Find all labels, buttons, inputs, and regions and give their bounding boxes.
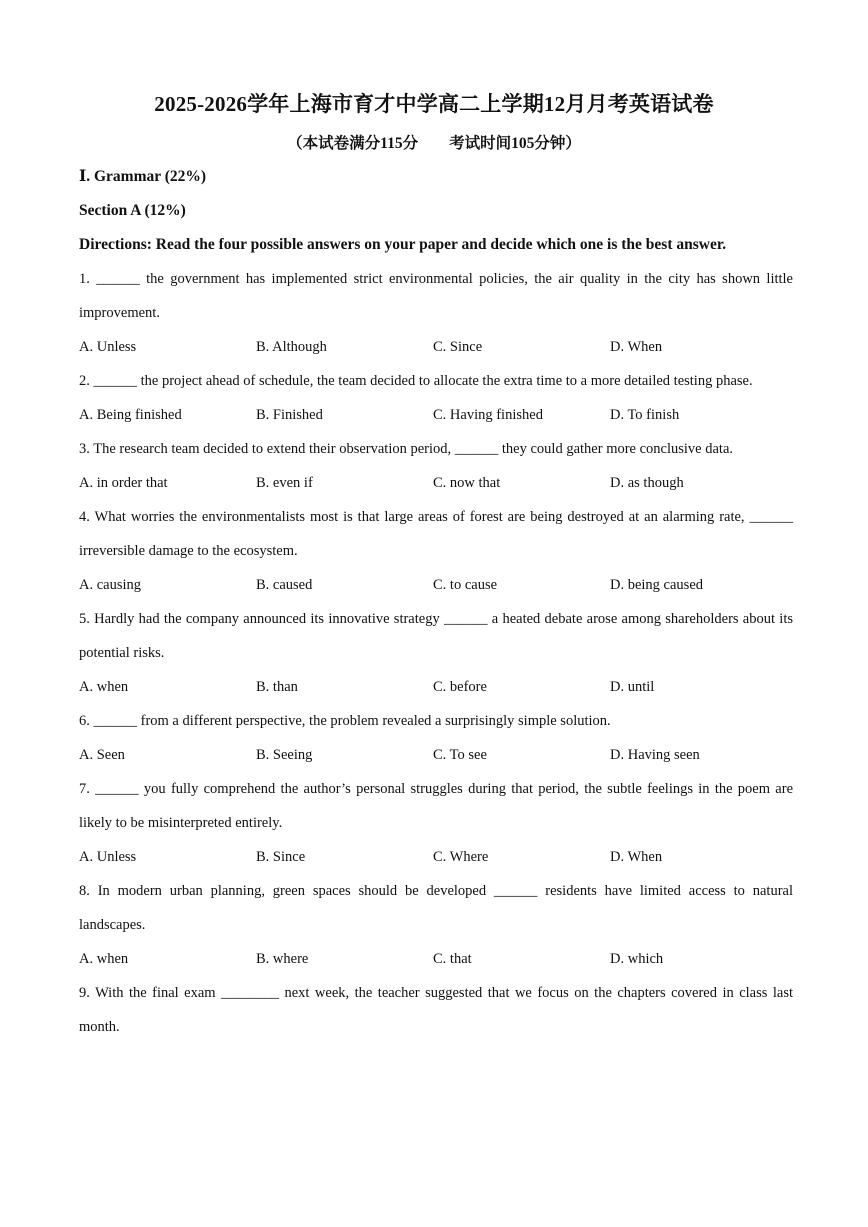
answer-option: B. caused [256,577,313,593]
answer-option: D. To finish [610,407,680,423]
answer-option: A. Unless [79,339,137,355]
question-item [79,262,793,364]
question-item [79,976,793,1044]
answer-option: B. even if [256,475,313,491]
exam-subtitle: （本试卷满分115分 考试时间105分钟） [287,135,581,152]
answer-options [79,398,793,432]
answer-option: A. Unless [79,849,137,865]
answer-option: B. where [256,951,309,967]
answer-option: B. Seeing [256,747,313,763]
question-stem: 8. In modern urban planning, green spaces should be developed ______ residents have limited access to natural landscapes. [79,883,793,933]
answer-option: A. when [79,679,129,695]
answer-option: A. Being finished [79,407,182,423]
question-item [79,704,793,772]
question-item [79,874,793,976]
answer-options [79,330,793,364]
answer-option: A. when [79,951,129,967]
answer-option: C. Having finished [433,407,543,423]
answer-option: C. To see [433,747,487,763]
question-stem: 5. Hardly had the company announced its innovative strategy ______ a heated debate arose among shareholders about its potential risks. [79,611,793,661]
answer-option: D. When [610,339,663,355]
part-heading: Ⅰ. Grammar (22%) [79,168,207,185]
answer-options [79,738,793,772]
question-stem: 6. ______ from a different perspective, the problem revealed a surprisingly simple solution. [79,713,611,729]
question-stem: 7. ______ you fully comprehend the author’s personal struggles during that period, the subtle feelings in the poem are likely to be misinterpreted entirely. [79,781,793,831]
answer-option: D. until [610,679,655,695]
answer-options [79,670,793,704]
question-stem: 9. With the final exam ________ next week, the teacher suggested that we focus on the chapters covered in class last month. [79,985,793,1035]
question-stem: 1. ______ the government has implemented strict environmental policies, the air quality in the city has shown little improvement. [79,271,793,321]
answer-option: A. causing [79,577,142,593]
answer-option: C. that [433,951,472,967]
question-item [79,602,793,704]
answer-option: D. which [610,951,664,967]
answer-option: C. now that [433,475,501,491]
question-item [79,364,793,432]
question-list [79,262,793,1044]
exam-title: 2025-2026学年上海市育才中学高二上学期12月月考英语试卷 [154,92,714,116]
answer-option: B. Finished [256,407,323,423]
answer-options [79,568,793,602]
answer-option: D. Having seen [610,747,700,763]
directions: Directions: Read the four possible answers on your paper and decide which one is the best answer. [79,236,727,253]
question-stem: 4. What worries the environmentalists most is that large areas of forest are being destroyed at an alarming rate, ______ irreversible damage to the ecosystem. [79,509,793,559]
answer-option: D. as though [610,475,684,491]
question-stem: 3. The research team decided to extend their observation period, ______ they could gather more conclusive data. [79,441,734,457]
answer-options [79,840,793,874]
answer-option: D. When [610,849,663,865]
answer-option: C. before [433,679,487,695]
answer-option: D. being caused [610,577,704,593]
question-item [79,772,793,874]
answer-option: B. than [256,679,298,695]
answer-option: A. Seen [79,747,125,763]
exam-content [79,160,793,1044]
answer-option: C. Where [433,849,489,865]
answer-option: C. Since [433,339,483,355]
section-heading: Section A (12%) [79,202,186,219]
question-stem: 2. ______ the project ahead of schedule, the team decided to allocate the extra time to a more detailed testing phase. [79,373,753,389]
question-item [79,432,793,500]
answer-option: A. in order that [79,475,168,491]
answer-option: B. Although [256,339,327,355]
answer-options [79,466,793,500]
answer-option: B. Since [256,849,306,865]
answer-option: C. to cause [433,577,498,593]
question-item [79,500,793,602]
answer-options [79,942,793,976]
